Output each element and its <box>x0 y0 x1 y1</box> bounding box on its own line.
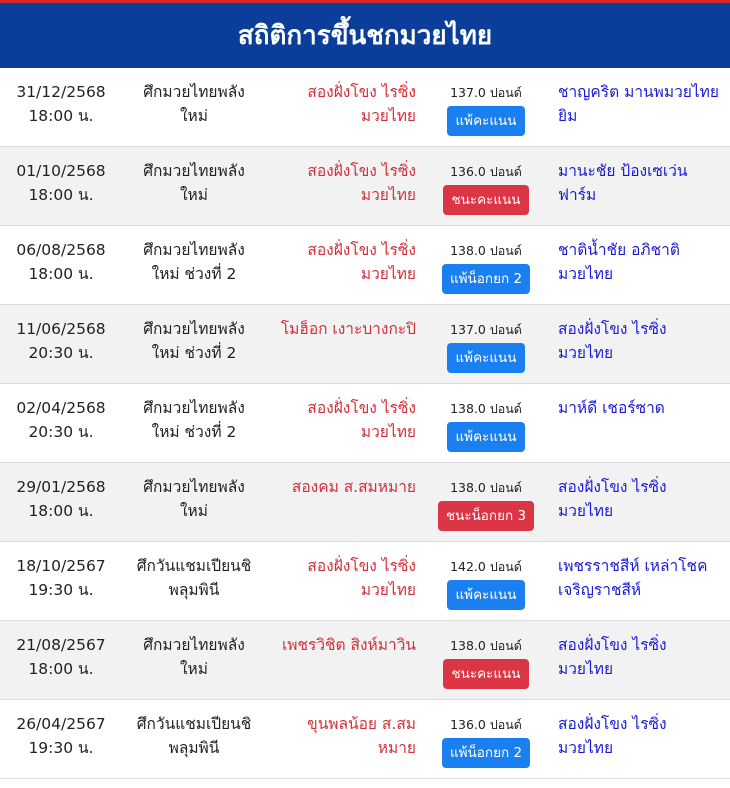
table-row <box>0 68 730 147</box>
fighter-name-line1: สองฝั่งโขง ไรซิ่ง <box>307 162 416 180</box>
event-name-cell <box>128 554 260 602</box>
fighter-name-line2: มวยไทย <box>360 186 416 204</box>
fighter-name-line1: สองฝั่งโขง ไรซิ่ง <box>307 557 416 575</box>
fight-date: 11/06/2568 <box>16 320 106 338</box>
fighter-name-line1: เพชรวิชิต สิงห์มาวิน <box>281 636 416 654</box>
result-badge: ชนะคะแนน <box>443 659 528 689</box>
result-cell <box>426 163 546 215</box>
fight-date-cell <box>0 80 122 128</box>
fight-time: 19:30 น. <box>28 581 94 599</box>
fighter-name-line1: สองฝั่งโขง ไรซิ่ง <box>307 83 416 101</box>
opponent-link[interactable] <box>558 554 726 602</box>
fighter-link[interactable] <box>270 238 416 286</box>
event-name-line1: ศึกมวยไทยพลัง <box>143 162 245 180</box>
opponent-link[interactable] <box>558 238 726 286</box>
event-name-line2: ใหม่ <box>179 186 208 204</box>
fight-date-cell <box>0 396 122 444</box>
opponent-name-line1: ชาญคริต มานพมวยไทย <box>558 83 719 101</box>
table-row <box>0 700 730 779</box>
opponent-name-line2: ยิม <box>558 107 578 125</box>
weight-label: 137.0 ปอนด์ <box>450 85 522 100</box>
fight-date-cell <box>0 238 122 286</box>
fight-date-cell <box>0 475 122 523</box>
fight-time: 19:30 น. <box>28 739 94 757</box>
fighter-link[interactable] <box>270 633 416 657</box>
event-name-cell <box>128 238 260 286</box>
opponent-name-line1: ชาติน้ำชัย อภิชาติ <box>558 241 680 259</box>
fight-time: 18:00 น. <box>28 186 94 204</box>
fighter-name-line1: ขุนพลน้อย ส.สม <box>307 715 416 733</box>
event-name-line1: ศึกมวยไทยพลัง <box>143 83 245 101</box>
fighter-name-line2: มวยไทย <box>360 423 416 441</box>
result-badge: แพ้คะแนน <box>447 343 524 373</box>
weight-label: 138.0 ปอนด์ <box>450 401 522 416</box>
fight-time: 20:30 น. <box>28 423 94 441</box>
table-row <box>0 463 730 542</box>
fighter-name-line2: มวยไทย <box>360 265 416 283</box>
event-name-line1: ศึกมวยไทยพลัง <box>143 636 245 654</box>
weight-label: 137.0 ปอนด์ <box>450 322 522 337</box>
opponent-name-line2: มวยไทย <box>558 265 614 283</box>
event-name-cell <box>128 317 260 365</box>
table-row <box>0 147 730 226</box>
fighter-link[interactable] <box>270 554 416 602</box>
opponent-name-line2: มวยไทย <box>558 502 614 520</box>
opponent-link[interactable] <box>558 396 726 420</box>
fight-date: 21/08/2567 <box>16 636 106 654</box>
result-cell <box>426 321 546 373</box>
fight-table <box>0 68 730 779</box>
weight-label: 136.0 ปอนด์ <box>450 164 522 179</box>
result-cell <box>426 716 546 768</box>
result-cell <box>426 637 546 689</box>
result-cell <box>426 242 546 294</box>
weight-label: 136.0 ปอนด์ <box>450 717 522 732</box>
fight-date-cell <box>0 317 122 365</box>
table-row <box>0 384 730 463</box>
fighter-link[interactable] <box>270 159 416 207</box>
event-name-line1: ศึกมวยไทยพลัง <box>143 478 245 496</box>
fighter-name-line1: โมฮ็อก เงาะบางกะปิ <box>280 320 416 338</box>
fight-date: 06/08/2568 <box>16 241 106 259</box>
fighter-link[interactable] <box>270 712 416 760</box>
table-row <box>0 621 730 700</box>
opponent-name-line1: สองฝั่งโขง ไรซิ่ง <box>558 636 667 654</box>
fight-date: 02/04/2568 <box>16 399 106 417</box>
fighter-name-line1: สองคม ส.สมหมาย <box>291 478 416 496</box>
event-name-line2: พลุมพินี <box>168 739 220 757</box>
fight-date-cell <box>0 633 122 681</box>
result-badge: แพ้น็อกยก 2 <box>442 738 530 768</box>
result-cell <box>426 558 546 610</box>
opponent-name-line1: สองฝั่งโขง ไรซิ่ง <box>558 715 667 733</box>
fight-date: 01/10/2568 <box>16 162 106 180</box>
event-name-line2: ใหม่ ช่วงที่ 2 <box>151 344 237 362</box>
fighter-name-line1: สองฝั่งโขง ไรซิ่ง <box>307 399 416 417</box>
result-badge: แพ้คะแนน <box>447 422 524 452</box>
event-name-cell <box>128 159 260 207</box>
event-name-line2: ใหม่ ช่วงที่ 2 <box>151 265 237 283</box>
result-badge: แพ้คะแนน <box>447 106 524 136</box>
fight-time: 18:00 น. <box>28 660 94 678</box>
fight-date-cell <box>0 554 122 602</box>
event-name-line2: พลุมพินี <box>168 581 220 599</box>
event-name-line2: ใหม่ ช่วงที่ 2 <box>151 423 237 441</box>
fighter-link[interactable] <box>270 396 416 444</box>
opponent-name-line1: สองฝั่งโขง ไรซิ่ง <box>558 478 667 496</box>
result-badge: แพ้น็อกยก 2 <box>442 264 530 294</box>
opponent-link[interactable] <box>558 475 726 523</box>
opponent-link[interactable] <box>558 712 726 760</box>
fighter-link[interactable] <box>270 80 416 128</box>
fighter-name-line2: มวยไทย <box>360 581 416 599</box>
fight-time: 18:00 น. <box>28 502 94 520</box>
fighter-name-line2: มวยไทย <box>360 107 416 125</box>
event-name-line1: ศึกมวยไทยพลัง <box>143 399 245 417</box>
weight-label: 138.0 ปอนด์ <box>450 480 522 495</box>
fight-date-cell <box>0 712 122 760</box>
opponent-link[interactable] <box>558 80 726 128</box>
event-name-line2: ใหม่ <box>179 502 208 520</box>
fight-time: 18:00 น. <box>28 107 94 125</box>
fight-date: 26/04/2567 <box>16 715 106 733</box>
table-row <box>0 305 730 384</box>
fighter-link[interactable] <box>270 475 416 499</box>
event-name-line1: ศึกวันแชมเปียนชิ <box>136 557 252 575</box>
opponent-name-line1: มานะชัย ป้องเซเว่น <box>558 162 688 180</box>
result-cell <box>426 400 546 452</box>
opponent-name-line1: มาห์ดี เชอร์ซาด <box>558 399 665 417</box>
opponent-name-line2: มวยไทย <box>558 739 614 757</box>
fight-time: 18:00 น. <box>28 265 94 283</box>
result-badge: ชนะน็อกยก 3 <box>438 501 534 531</box>
weight-label: 138.0 ปอนด์ <box>450 638 522 653</box>
result-cell <box>426 479 546 531</box>
opponent-link[interactable] <box>558 159 726 207</box>
event-name-cell <box>128 712 260 760</box>
fighter-link[interactable] <box>270 317 416 341</box>
opponent-name-line1: เพชรราชสีห์ เหล่าโชค <box>558 557 708 575</box>
event-name-cell <box>128 80 260 128</box>
table-row <box>0 542 730 621</box>
event-name-line2: ใหม่ <box>179 660 208 678</box>
fighter-name-line2: หมาย <box>377 739 416 757</box>
opponent-name-line1: สองฝั่งโขง ไรซิ่ง <box>558 320 667 338</box>
table-row <box>0 226 730 305</box>
opponent-name-line2: มวยไทย <box>558 344 614 362</box>
fighter-name-line1: สองฝั่งโขง ไรซิ่ง <box>307 241 416 259</box>
opponent-name-line2: ฟาร์ม <box>558 186 597 204</box>
event-name-line1: ศึกวันแชมเปียนชิ <box>136 715 252 733</box>
opponent-link[interactable] <box>558 317 726 365</box>
event-name-cell <box>128 475 260 523</box>
event-name-line1: ศึกมวยไทยพลัง <box>143 241 245 259</box>
fight-date-cell <box>0 159 122 207</box>
opponent-link[interactable] <box>558 633 726 681</box>
event-name-line2: ใหม่ <box>179 107 208 125</box>
opponent-name-line2: มวยไทย <box>558 660 614 678</box>
fight-date: 29/01/2568 <box>16 478 106 496</box>
fight-date: 18/10/2567 <box>16 557 106 575</box>
weight-label: 138.0 ปอนด์ <box>450 243 522 258</box>
event-name-cell <box>128 633 260 681</box>
fight-time: 20:30 น. <box>28 344 94 362</box>
page-title: สถิติการขึ้นชกมวยไทย <box>237 21 493 51</box>
result-cell <box>426 84 546 136</box>
result-badge: ชนะคะแนน <box>443 185 528 215</box>
result-badge: แพ้คะแนน <box>447 580 524 610</box>
page-header <box>0 3 730 68</box>
event-name-line1: ศึกมวยไทยพลัง <box>143 320 245 338</box>
weight-label: 142.0 ปอนด์ <box>450 559 522 574</box>
event-name-cell <box>128 396 260 444</box>
opponent-name-line2: เจริญราชสีห์ <box>558 581 642 599</box>
fight-date: 31/12/2568 <box>16 83 106 101</box>
